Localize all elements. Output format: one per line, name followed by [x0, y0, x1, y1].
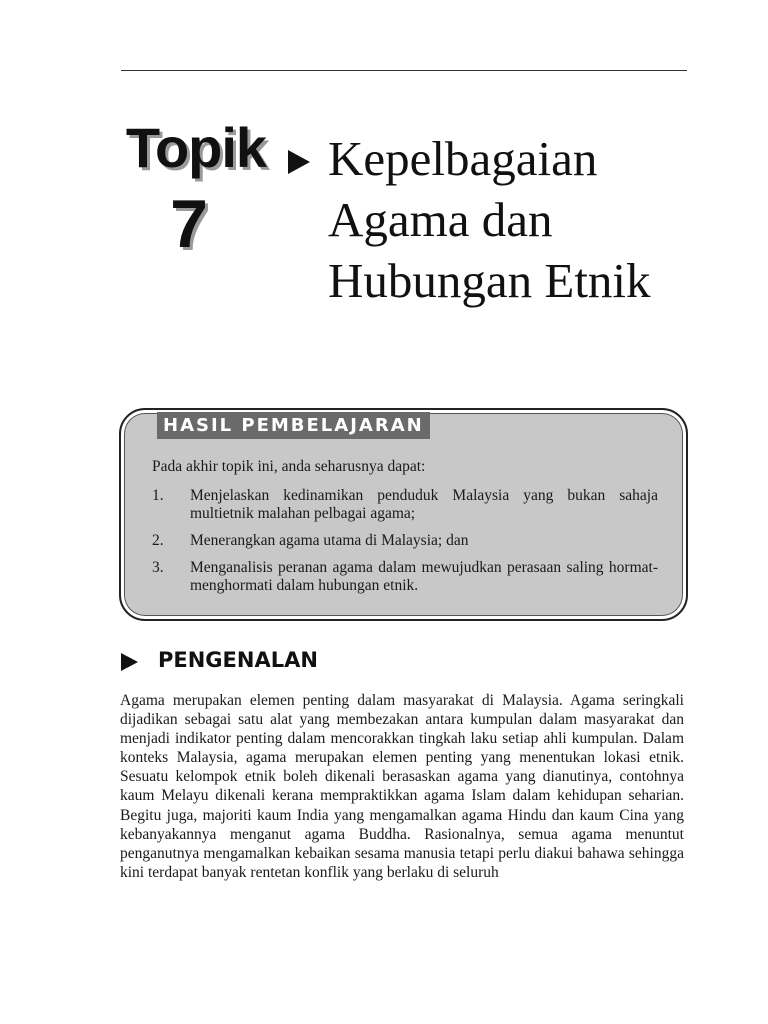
list-item	[152, 532, 658, 550]
list-item-text: Menjelaskan kedinamikan penduduk Malaysia yang bukan sahaja multietnik malahan pelbagai agama;	[190, 487, 658, 522]
list-item-number: 3.	[152, 559, 164, 576]
body-paragraph: Agama merupakan elemen penting dalam masyarakat di Malaysia. Agama seringkali dijadikan sebagai satu alat yang membezakan antara kumpulan dalam masyarakat dan menjadi indikator penting dalam mencorakkan tingkah laku setiap ahli kumpulan. Dalam konteks Malaysia, agama merupakan elemen penting yang menentukan lokasi etnik. Sesuatu kelompok etnik boleh dikenali berasaskan agama yang dianutinya, contohnya kaum Melayu dikenali kerana mempraktikkan agama Islam dalam kehidupan seharian. Begitu juga, majoriti kaum India yang mengamalkan agama Hindu dan kaum Cina yang kebanyakannya menganut agama Buddha. Rasionalnya, semua agama menuntut penganutnya mengamalkan kebaikan sesama manusia tetapi perlu diakui bahawa sehingga kini terdapat banyak rentetan konflik yang berlaku di seluruh	[120, 692, 684, 881]
learning-outcomes-heading: HASIL PEMBELAJARAN	[157, 412, 430, 439]
list-item-text: Menerangkan agama utama di Malaysia; dan	[190, 532, 469, 549]
learning-outcomes-intro: Pada akhir topik ini, anda seharusnya dapat:	[152, 458, 426, 475]
list-item-number: 1.	[152, 487, 164, 504]
topic-word: Topik	[125, 116, 267, 179]
learning-outcomes-box	[119, 408, 688, 621]
header-rule	[121, 70, 687, 71]
list-item	[152, 487, 658, 523]
topic-label	[116, 116, 276, 262]
chapter-title: Kepelbagaian Agama dan Hubungan Etnik	[328, 131, 651, 308]
section-arrow-icon	[121, 653, 138, 671]
learning-outcomes-list	[152, 487, 658, 604]
play-arrow-icon	[288, 150, 310, 174]
list-item-text: Menganalisis peranan agama dalam mewujudkan perasaan saling hormat-menghormati dalam hubungan etnik.	[190, 559, 658, 594]
list-item-number: 2.	[152, 532, 164, 549]
section-heading: PENGENALAN	[158, 648, 318, 672]
list-item	[152, 559, 658, 595]
topic-number: 7	[170, 186, 208, 262]
